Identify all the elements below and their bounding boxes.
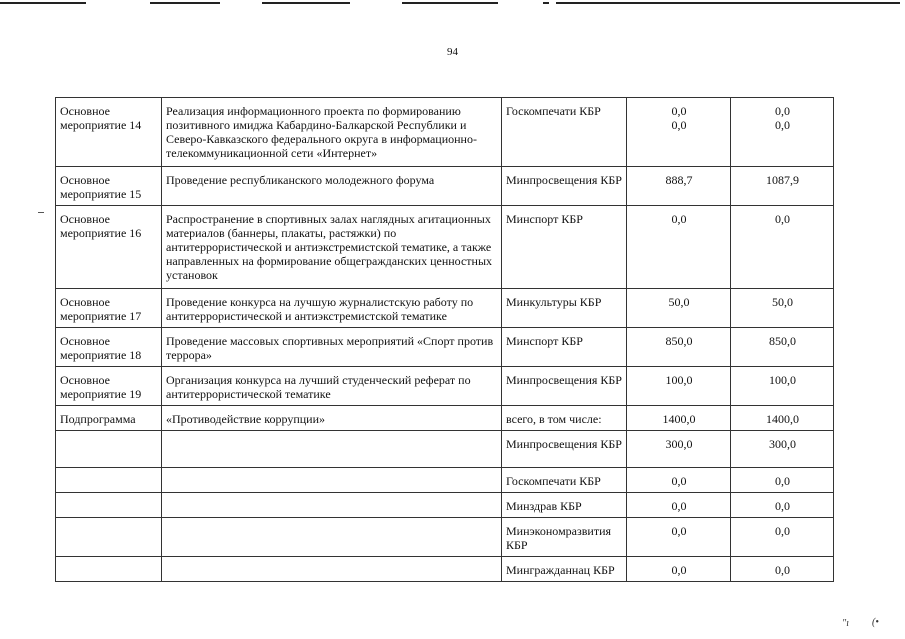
activity-name-cell: Основное мероприятие 19 (56, 367, 162, 406)
activity-name-cell: Подпрограмма (56, 406, 162, 431)
value-cell-1: 850,0 (627, 328, 731, 367)
program-table (55, 97, 834, 582)
value-cell-2: 0,0 (731, 518, 834, 557)
table-row (56, 557, 834, 582)
activity-description-cell: Проведение массовых спортивных мероприятий «Спорт против террора» (162, 328, 502, 367)
value-cell-2: 1087,9 (731, 167, 834, 206)
activity-name-cell (56, 493, 162, 518)
value-line: 0,0 (671, 104, 687, 118)
value-cell-2: 0,0 (731, 206, 834, 289)
table-row (56, 468, 834, 493)
activity-name-cell (56, 518, 162, 557)
value-cell-1: 300,0 (627, 431, 731, 468)
activity-description-cell: Организация конкурса на лучший студенческий реферат по антитеррористической тематике (162, 367, 502, 406)
table-row-subprogram (56, 406, 834, 431)
table-row (56, 289, 834, 328)
activity-description-cell: «Противодействие коррупции» (162, 406, 502, 431)
activity-description-cell (162, 518, 502, 557)
page-number: 94 (447, 46, 458, 58)
activity-description-cell (162, 493, 502, 518)
value-cell-1: 100,0 (627, 367, 731, 406)
value-cell-1 (627, 98, 731, 167)
value-cell-1: 0,0 (627, 557, 731, 582)
executor-cell: Минздрав КБР (502, 493, 627, 518)
value-cell-2: 0,0 (731, 468, 834, 493)
value-cell-2: 50,0 (731, 289, 834, 328)
scan-artifact-line (0, 2, 86, 4)
table-row (56, 98, 834, 167)
value-cell-1: 0,0 (627, 206, 731, 289)
executor-cell: Минпросвещения КБР (502, 167, 627, 206)
scan-artifact-line (543, 2, 549, 4)
activity-name-cell: Основное мероприятие 18 (56, 328, 162, 367)
scan-artifact-line (402, 2, 498, 4)
scan-artifact-line (556, 2, 900, 4)
activity-name-cell (56, 557, 162, 582)
executor-cell: Госкомпечати КБР (502, 98, 627, 167)
activity-name-cell: Основное мероприятие 16 (56, 206, 162, 289)
table-row (56, 518, 834, 557)
activity-name-cell: Основное мероприятие 15 (56, 167, 162, 206)
table-row (56, 206, 834, 289)
value-cell-2: 100,0 (731, 367, 834, 406)
table-row (56, 328, 834, 367)
scan-artifact-line (262, 2, 350, 4)
executor-cell: Минпросвещения КБР (502, 431, 627, 468)
value-cell-1: 888,7 (627, 167, 731, 206)
value-cell-2: 850,0 (731, 328, 834, 367)
table-row (56, 167, 834, 206)
value-cell-2: 300,0 (731, 431, 834, 468)
corner-scan-mark: "ı (842, 618, 849, 629)
table-row (56, 493, 834, 518)
activity-description-cell: Проведение конкурса на лучшую журналистскую работу по антитеррористической и антиэкстремистской тематике (162, 289, 502, 328)
value-line: 0,0 (671, 118, 687, 132)
value-cell-2 (731, 98, 834, 167)
executor-cell: Минэкономразвития КБР (502, 518, 627, 557)
executor-cell: Минкультуры КБР (502, 289, 627, 328)
executor-cell: Минпросвещения КБР (502, 367, 627, 406)
scan-artifact-tick (38, 212, 44, 213)
activity-description-cell (162, 557, 502, 582)
value-cell-1: 0,0 (627, 468, 731, 493)
value-cell-2: 0,0 (731, 557, 834, 582)
executor-cell: Госкомпечати КБР (502, 468, 627, 493)
corner-scan-mark: (• (872, 617, 879, 628)
table-row (56, 367, 834, 406)
activity-description-cell (162, 468, 502, 493)
executor-cell: всего, в том числе: (502, 406, 627, 431)
value-cell-1: 0,0 (627, 493, 731, 518)
executor-cell: Минспорт КБР (502, 328, 627, 367)
executor-cell: Минспорт КБР (502, 206, 627, 289)
activity-name-cell (56, 431, 162, 468)
activity-description-cell: Распространение в спортивных залах наглядных агитационных материалов (баннеры, плакаты, растяжки) по антитеррористической и антиэкстремистской тематике, а также направленных на формирование общегражданских ценностных установок (162, 206, 502, 289)
activity-description-cell (162, 431, 502, 468)
executor-cell: Мингражданнац КБР (502, 557, 627, 582)
value-cell-1: 1400,0 (627, 406, 731, 431)
value-line: 0,0 (775, 104, 790, 118)
activity-name-cell: Основное мероприятие 14 (56, 98, 162, 167)
activity-name-cell: Основное мероприятие 17 (56, 289, 162, 328)
value-line: 0,0 (775, 118, 790, 132)
activity-description-cell: Реализация информационного проекта по формированию позитивного имиджа Кабардино-Балкарской Республики и Северо-Кавказского федерального округа в информационно-телекоммуникационной сети «Интернет» (162, 98, 502, 167)
value-cell-1: 0,0 (627, 518, 731, 557)
table-row (56, 431, 834, 468)
value-cell-2: 0,0 (731, 493, 834, 518)
value-cell-1: 50,0 (627, 289, 731, 328)
scan-artifact-line (150, 2, 220, 4)
activity-name-cell (56, 468, 162, 493)
activity-description-cell: Проведение республиканского молодежного форума (162, 167, 502, 206)
value-cell-2: 1400,0 (731, 406, 834, 431)
